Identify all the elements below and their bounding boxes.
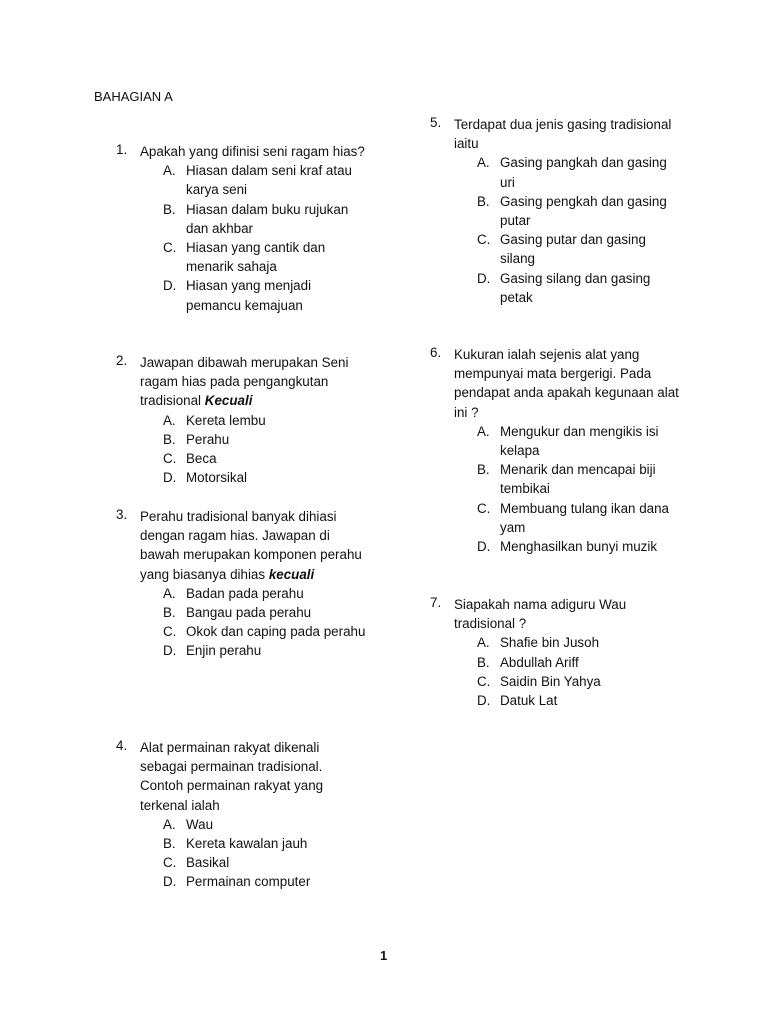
question-text: Alat permainan rakyat dikenali sebagai permainan tradisional. Contoh permainan rakyat yang terkenal ialah xyxy=(140,740,324,813)
question-number: 5. xyxy=(430,115,442,130)
question-number: 6. xyxy=(430,345,442,360)
question-number: 3. xyxy=(116,507,128,522)
options-list xyxy=(477,633,680,710)
option-c[interactable]: C. Beca xyxy=(163,451,217,467)
question-7 xyxy=(430,595,680,710)
option-d[interactable]: D. Menghasilkan bunyi muzik xyxy=(477,539,658,555)
option-d[interactable]: D. Gasing silang dan gasing petak xyxy=(477,270,651,305)
option-c[interactable]: C. Saidin Bin Yahya xyxy=(477,673,601,689)
question-number: 7. xyxy=(430,595,442,610)
question-4 xyxy=(116,738,366,892)
option-b[interactable]: B. Gasing pengkah dan gasing putar xyxy=(477,193,667,229)
option-a[interactable]: A. Kereta lembu xyxy=(163,412,266,428)
option-d[interactable]: D. Permainan computer xyxy=(163,874,311,890)
option-d[interactable]: D. Enjin perahu xyxy=(163,643,262,659)
question-text: Apakah yang difinisi seni ragam hias? xyxy=(140,144,365,159)
question-emphasis: kecuali xyxy=(268,566,315,582)
option-b[interactable]: B. Perahu xyxy=(163,431,230,447)
section-title: BAHAGIAN A xyxy=(94,89,173,104)
option-c[interactable]: C. Gasing putar dan gasing silang xyxy=(477,232,646,267)
question-6 xyxy=(430,345,680,556)
option-c[interactable]: C. Okok dan caping pada perahu xyxy=(163,624,366,640)
options-list xyxy=(163,411,366,488)
option-b[interactable]: B. Kereta kawalan jauh xyxy=(163,836,308,852)
question-number: 2. xyxy=(116,353,128,368)
option-a[interactable]: A. Hiasan dalam seni kraf atau karya seni xyxy=(163,163,352,198)
question-text: Terdapat dua jenis gasing tradisional iaitu xyxy=(454,117,672,152)
options-list xyxy=(477,153,680,307)
question-number: 1. xyxy=(116,142,128,157)
page-number: 1 xyxy=(380,948,388,963)
option-a[interactable]: A. Wau xyxy=(163,816,214,832)
option-d[interactable]: D. Hiasan yang menjadi pemancu kemajuan xyxy=(163,278,312,313)
option-c[interactable]: C. Membuang tulang ikan dana yam xyxy=(477,500,669,535)
option-b[interactable]: B. Hiasan dalam buku rujukan dan akhbar xyxy=(163,201,349,236)
option-c[interactable]: C. Basikal xyxy=(163,855,230,871)
question-text: Kukuran ialah sejenis alat yang mempunyai mata bergerigi. Pada pendapat anda apakah kegunaan alat ini ? xyxy=(454,347,679,420)
option-a[interactable]: A. Badan pada perahu xyxy=(163,585,304,601)
option-b[interactable]: B. Menarik dan mencapai biji tembikai xyxy=(477,462,656,497)
option-d[interactable]: D. Datuk Lat xyxy=(477,693,558,709)
question-emphasis: Kecuali xyxy=(204,393,253,409)
options-list xyxy=(477,422,680,556)
option-d[interactable]: D. Motorsikal xyxy=(163,470,248,486)
question-3 xyxy=(116,507,366,661)
option-c[interactable]: C. Hiasan yang cantik dan menarik sahaja xyxy=(163,240,326,275)
question-number: 4. xyxy=(116,738,128,753)
question-text: Perahu tradisional banyak dihiasi dengan ragam hias. Jawapan di bawah merupakan komponen perahu yang biasanya dihias xyxy=(140,509,362,582)
options-list xyxy=(163,815,366,892)
question-2 xyxy=(116,353,366,487)
option-a[interactable]: A. Shafie bin Jusoh xyxy=(477,635,600,651)
options-list xyxy=(163,161,366,315)
option-b[interactable]: B. Abdullah Ariff xyxy=(477,654,579,670)
question-1 xyxy=(116,142,366,315)
option-a[interactable]: A. Gasing pangkah dan gasing uri xyxy=(477,155,667,190)
option-a[interactable]: A. Mengukur dan mengikis isi kelapa xyxy=(477,423,659,459)
option-b[interactable]: B. Bangau pada perahu xyxy=(163,605,312,621)
options-list xyxy=(163,584,366,661)
question-text: Jawapan dibawah merupakan Seni ragam hias pada pengangkutan tradisional xyxy=(140,355,349,409)
question-5 xyxy=(430,115,680,307)
question-text: Siapakah nama adiguru Wau tradisional ? xyxy=(454,597,627,632)
